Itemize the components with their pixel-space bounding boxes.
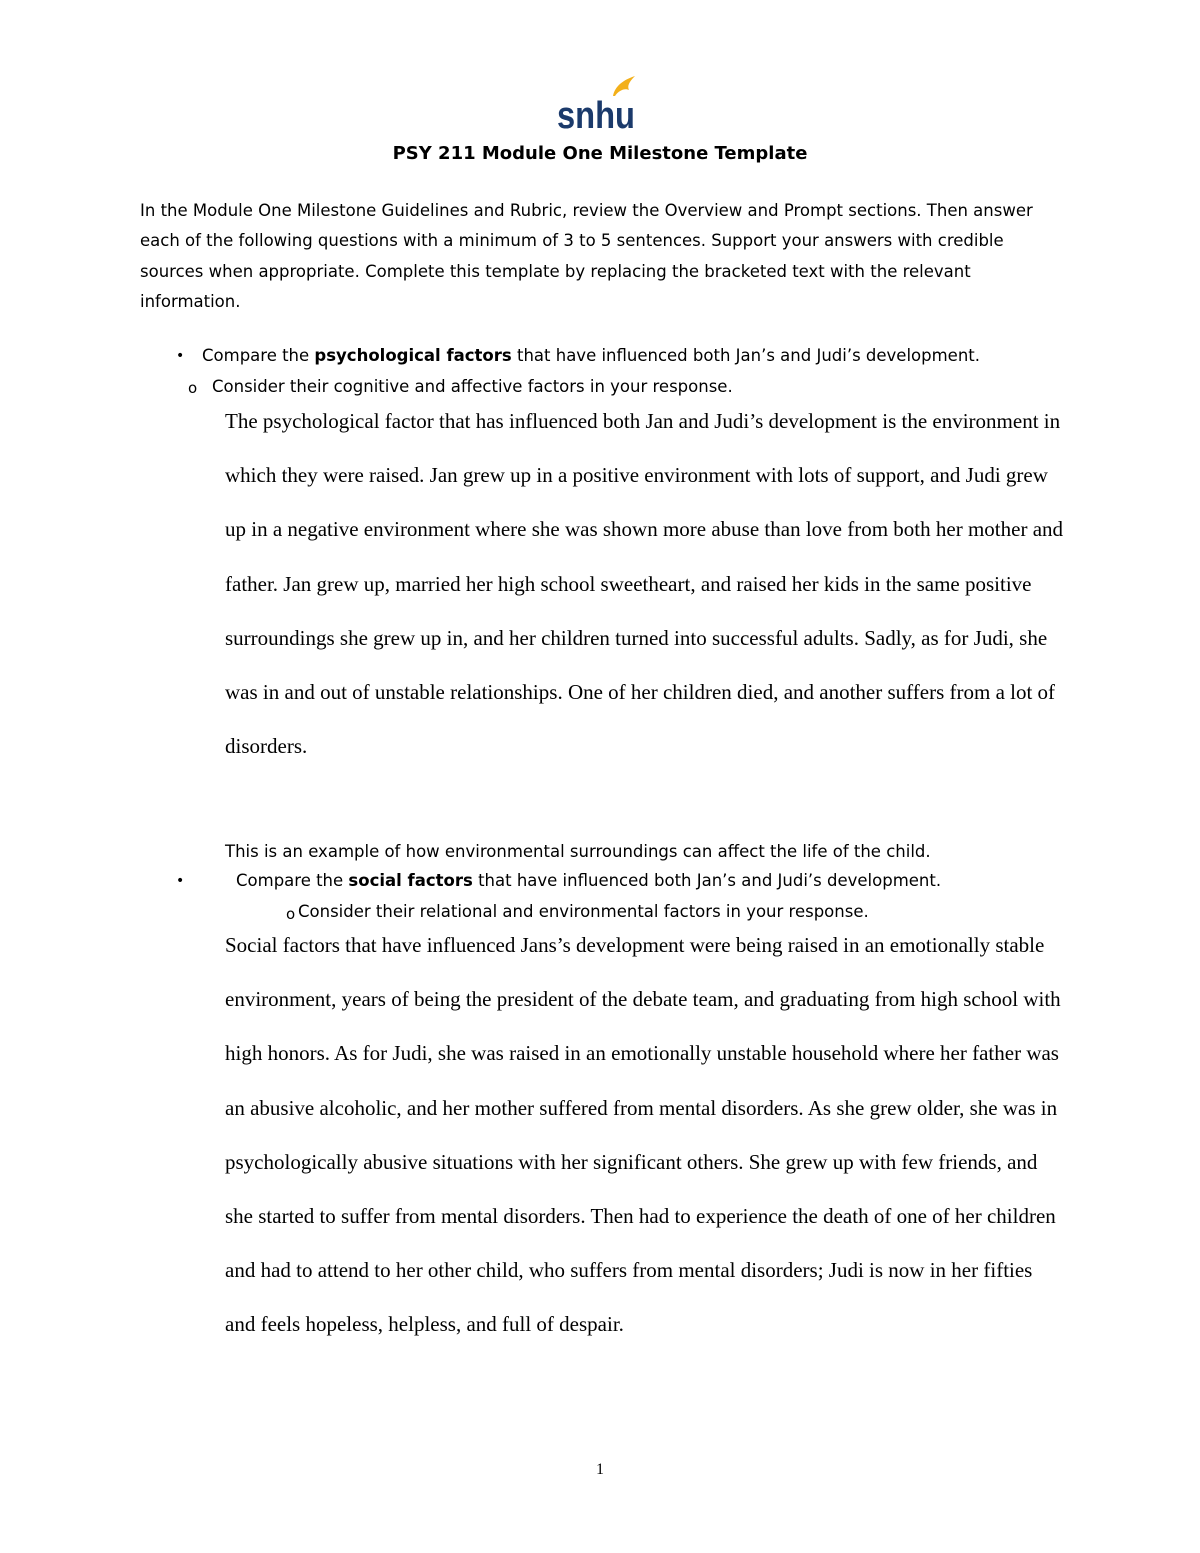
question-1-pre: Compare the [202,346,315,365]
logo-flame-icon [613,76,635,96]
question-1-bold: psychological factors [314,346,512,365]
intro-paragraph: In the Module One Milestone Guidelines and Rubric, review the Overview and Prompt sections. Then answer each of the following questions with a minimum of 3 to 5 sentences. Support your answers with credible sources when appropriate. Complete this template by replacing the bracketed text with the relevant information. [140,201,1033,311]
answer-2: Social factors that have influenced Jans’s development were being raised in an emotionally stable environment, years of being the president of the debate team, and graduating from high school with high honors. As for Judi, she was raised in an emotionally unstable household where her father was an abusive alcoholic, and her mother suffered from mental disorders. As she grew older, she was in psychologically abusive situations with her significant others. She grew up with few friends, and she started to suffer from mental disorders. Then had to experience the death of one of her children and had to attend to her other child, who suffers from mental disorders; Judi is now in her fifties and feels hopeless, helpless, and full of despair. [225,933,1061,1337]
bullet-2: • [176,873,185,889]
snhu-logo [555,74,645,132]
bullet-1: • [176,348,185,364]
question-1 [202,346,980,365]
document-title: PSY 211 Module One Milestone Template [392,143,808,164]
sub-marker-1: o [188,379,198,397]
page-number: 1 [596,1461,604,1478]
question-1-sub: Consider their cognitive and affective factors in your response. [212,377,733,396]
question-2-bold: social factors [348,871,473,890]
answer-1: The psychological factor that has influenced both Jan and Judi’s development is the environment in which they were raised. Jan grew up in a positive environment with lots of support, and Judi grew up in a negative environment where she was shown more abuse than love from both her mother and father. Jan grew up, married her high school sweetheart, and raised her kids in the same positive surroundings she grew up in, and her children turned into successful adults. Sadly, as for Judi, she was in and out of unstable relationships. One of her children died, and another suffers from a lot of disorders. [225,409,1064,759]
question-2-sub: Consider their relational and environmental factors in your response. [298,902,869,921]
question-1-post: that have influenced both Jan’s and Judi’s development. [511,346,981,365]
logo-text: snhu [557,95,635,132]
question-2-pre: Compare the [236,871,349,890]
sub-marker-2: o [286,905,296,923]
question-2 [236,871,941,890]
question-2-post: that have influenced both Jan’s and Judi’s development. [472,871,942,890]
answer-1-closing: This is an example of how environmental surroundings can affect the life of the child. [225,842,931,861]
